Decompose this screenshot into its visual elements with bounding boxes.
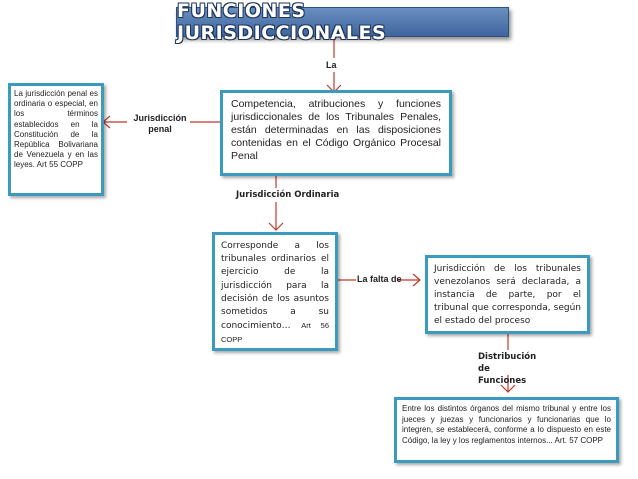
- title-banner: [176, 0, 509, 44]
- connector-la: La: [326, 60, 337, 70]
- page-title: FUNCIONES JURISDICCIONALES: [177, 0, 387, 44]
- box-competencia-text: Competencia, atribuciones y funciones jurisdiccionales de los Tribunales Penales, están determinadas en las disposiciones contenidas en el Código Orgánico Procesal Penal: [231, 98, 441, 162]
- box-entre-text: Entre los distintos órganos del mismo tribunal y entre los jueces y juezas y funcionarios y funcionarias que lo integren, se establecerá, conforme a lo dispuesto en este Código, la ley y los reglamentos internos... Art. 57 COPP: [402, 404, 611, 445]
- connector-distribucion-funciones: Distribución de Funciones: [478, 352, 537, 386]
- box-jurisdiccion-penal-definicion: [8, 83, 104, 196]
- box-jurisdiccion-venezolanos-text: Jurisdicción de los tribunales venezolanos será declarada, a instancia de parte, por el tribunal que corresponda, según el estado del proceso: [434, 264, 581, 326]
- box-entre-organos: [394, 397, 619, 463]
- box-corresponde-ref: Art 56 COPP: [221, 321, 329, 345]
- box-jurisdiccion-venezolanos: [425, 255, 590, 334]
- connector-la-falta-de: La falta de: [357, 274, 402, 284]
- connector-jurisdiccion-ordinaria: Jurisdicción Ordinaria: [236, 190, 340, 200]
- box-corresponde: [212, 232, 338, 351]
- box-left-text: La jurisdicción penal es ordinaria o especial, en los términos establecidos en la Constitución de la República Bolivariana de Venezuela y en las leyes. Art 55 COPP: [14, 89, 98, 170]
- connector-jurisdiccion-penal: Jurisdicción penal: [133, 113, 187, 134]
- box-competencia: [220, 90, 452, 176]
- box-corresponde-text: Corresponde a los tribunales ordinarios el ejercicio de la jurisdicción para la decisión de los asuntos sometidos a su conocimiento…: [221, 241, 329, 332]
